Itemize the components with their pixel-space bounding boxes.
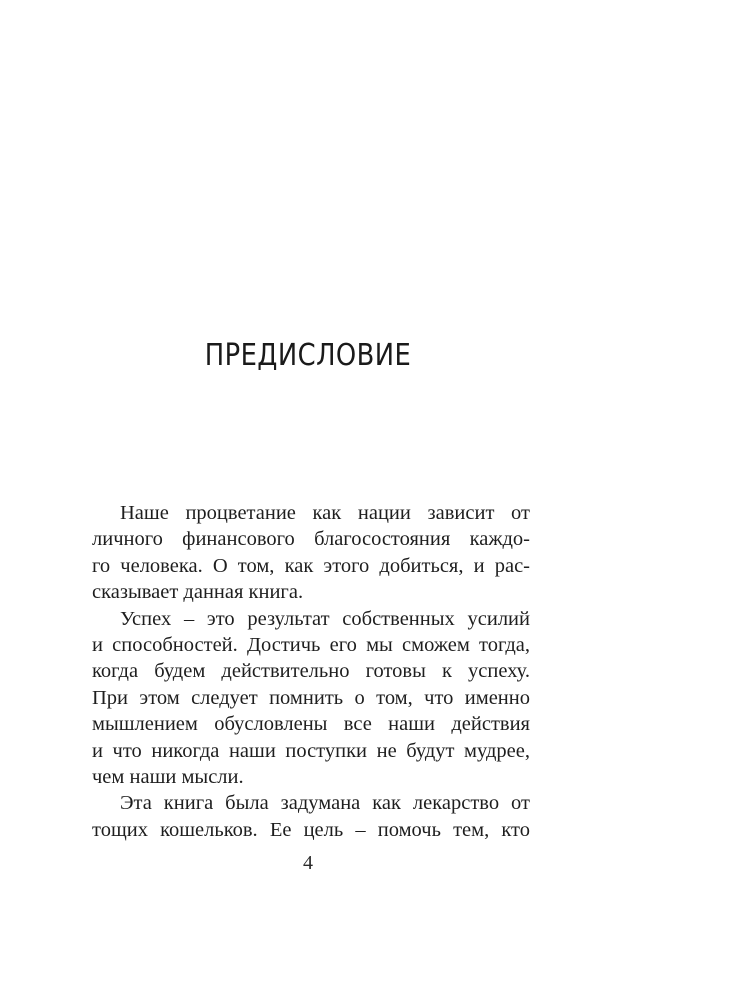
text-line: мышлением обусловлены все наши действия (92, 713, 530, 736)
text-line: тощих кошельков. Ее цель – помочь тем, кто (92, 818, 530, 841)
text-line: личного финансового благосостояния каждо- (92, 528, 530, 551)
text-line: Эта книга была задумана как лекарство от (120, 792, 530, 815)
text-line: Успех – это результат собственных усилий (120, 607, 530, 630)
chapter-title: ПРЕДИСЛОВИЕ (204, 338, 412, 373)
text-line: При этом следует помнить о том, что именно (92, 686, 530, 709)
body-text (92, 500, 530, 843)
text-line: Наше процветание как нации зависит от (120, 502, 530, 524)
page-number: 4 (303, 852, 313, 874)
text-line: когда будем действительно готовы к успеху. (92, 660, 530, 683)
text-line: го человека. О том, как этого добиться, и рас- (92, 554, 530, 577)
text-line: и что никогда наши поступки не будут мудрее, (92, 739, 530, 762)
text-line: сказывает данная книга. (92, 581, 304, 604)
text-line: и способностей. Достичь его мы сможем тогда, (92, 633, 530, 656)
text-line: чем наши мысли. (92, 765, 244, 788)
